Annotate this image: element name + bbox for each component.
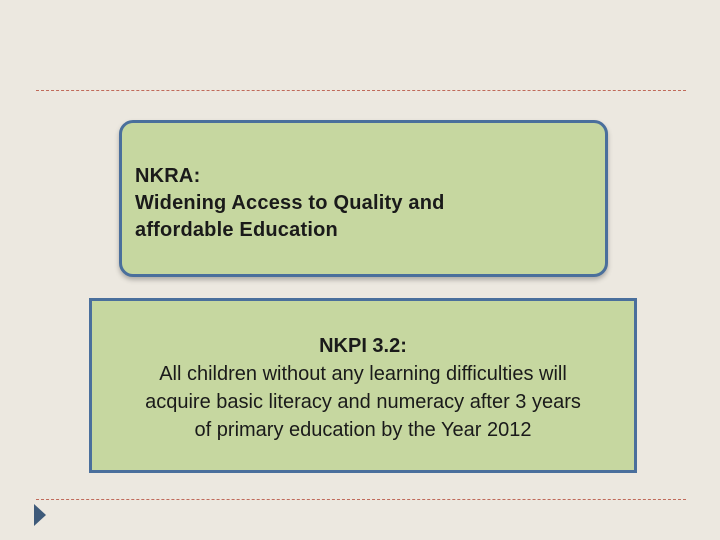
nkpi-line-1: All children without any learning difficulties will — [159, 363, 567, 385]
nkpi-line-3: of primary education by the Year 2012 — [194, 419, 532, 441]
nkra-text — [135, 163, 595, 244]
nkra-line-2: affordable Education — [135, 219, 338, 241]
nkpi-line-2: acquire basic literacy and numeracy after 3 years — [145, 391, 581, 413]
nkpi-text — [92, 332, 634, 444]
nkra-heading: NKRA: — [135, 165, 201, 187]
triangle-bullet-icon — [34, 504, 46, 526]
nkra-line-1: Widening Access to Quality and — [135, 192, 445, 214]
top-dashed-divider — [36, 90, 686, 91]
nkpi-heading: NKPI 3.2: — [319, 335, 407, 357]
bottom-dashed-divider — [36, 499, 686, 500]
